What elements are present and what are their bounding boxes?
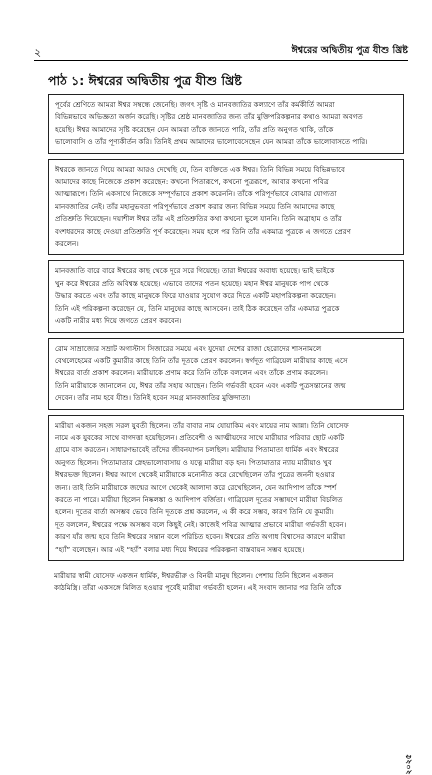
text-line: করলেন। <box>55 239 79 249</box>
text-line: দেবেন। তাঁর নাম হবে যীশু। তিনিই হবেন সমগ্র মানবজাতির মুক্তিদাতা। <box>55 393 251 403</box>
text-line: জন্য। তাই তিনি মারীয়াকে জন্মের আগে থেকেই আলাদা করে রেখেছিলেন, যেন আদিপাপ তাঁকে স্পর্শ <box>55 482 337 492</box>
text-line: পূর্বের শ্রেণিতে আমরা ঈশ্বর সম্বন্ধে জেনেছি। জগৎ সৃষ্টি ও মানবজাতির কল্যাণে তাঁর কর্মকীর্তি আমরা <box>55 100 335 109</box>
body-text <box>48 94 404 604</box>
text-line: আত্মারূপে। তিনি একসাথে নিজেকে সম্পূর্ণভাবে প্রকাশ করেননি। তাঁকে পরিপূর্ণভাবে বোঝার যোগ্যতা <box>55 189 337 199</box>
text-line: গ্রামে বাস করতেন। সাধারণভাবেই তাঁদের জীবনযাপন চলছিল। মারীয়ার পিতামাতা ধার্মিক এবং ঈশ্বরের <box>55 445 339 455</box>
text-line: “হ্যাঁ” বলেছেন। আর এই “হ্যাঁ” বলার মধ্য দিয়ে ঈশ্বরের পরিকল্পনা বাস্তবায়ন সম্ভব হয়েছে। <box>55 544 305 554</box>
text-line: রোম সাম্রাজ্যের সম্রাট অগাস্টাস সিজারের সময়ে এবং যুদেয়া দেশের রাজা হেরোদের শাসনামলে <box>55 343 322 353</box>
chapter-title: পাঠ ১: ঈশ্বরের অদ্বিতীয় পুত্র যীশু খ্রিষ্ট <box>48 73 242 88</box>
side-footer <box>404 714 416 775</box>
text-line: কারণ যাঁর জন্ম হবে তিনি ঈশ্বরের সন্তান বলে পরিচিত হবেন। ঈশ্বরের প্রতি অগাধ বিশ্বাসের কারণে মারীয়া <box>55 532 346 542</box>
paragraph <box>48 338 404 410</box>
text-line: অনুগত ছিলেন। পিতামাতার স্নেহভালোবাসায় ও যত্নে মারীয়া বড় হন। পিতামাতার ন্যায় মারীয়াও খুব <box>55 457 332 467</box>
text-line: বেথলেহেমের একটি কুমারীর কাছে তিনি তাঁর দূতকে প্রেরণ করলেন। স্বর্গদূত গাব্রিয়েল মারীয়ার কাছে এসে <box>55 355 348 365</box>
text-line: ঈশ্বরভক্ত ছিলেন। ঈশ্বর আগে থেকেই মারীয়াকে মনোনীত করে রেখেছিলেন তাঁর পুত্রের জননী হওয়ার <box>55 470 335 480</box>
text-line: নামে এক যুবকের সাথে বাগদত্তা হয়েছিলেন। প্রতিবেশী ও আত্মীয়দের সাথে মারীয়ার পরিবার ছোট একটি <box>55 432 345 442</box>
text-line: করতে না পারে। মারীয়া ছিলেন নিষ্কলঙ্কা ও আদিপাপ বর্জিতা। গাব্রিয়েল দূতের সম্ভাষণে মারীয়া বিচলিত <box>55 494 343 504</box>
text-line: মানবজাতির নেই। তাঁর মহানুভবতা পরিপূর্ণভাবে প্রকাশ করার জন্য বিভিন্ন সময়ে তিনি আমাদের কাছে <box>55 201 335 211</box>
paragraph <box>48 260 404 332</box>
text-line: তিনি এই পরিকল্পনা করেছেন যে, তিনি মানুষের কাছে আসবেন। তাই ঠিক করেছেন তাঁর একমাত্র পুত্রকে <box>55 303 340 313</box>
text-line: একটি নারীর মধ্য দিয়ে জগতে প্রেরণ করবেন। <box>55 316 182 326</box>
text-line: ঈশ্বরকে জানতে গিয়ে আমরা আরও দেখেছি যে, তিন ব্যক্তিতে এক ঈশ্বর। তিনি বিভিন্ন সময়ে বিভিন্নভাবে <box>55 164 345 174</box>
paragraph <box>48 415 404 561</box>
text-line: উদ্ধার করতে এবং তাঁর কাছে মানুষকে ফিরে যাওয়ার সুযোগ করে দিতে একটি মহাপরিকল্পনা করেছেন। <box>55 291 336 301</box>
page-number: ২ <box>34 46 42 59</box>
paragraph <box>48 159 404 256</box>
text-line: মারীয়ার স্বামী যোসেফ একজন ধার্মিক, ঈশ্বরভীরু ও বিনয়ী মানুষ ছিলেন। পেশায় তিনি ছিলেন একজন <box>54 571 334 580</box>
text-line: বংশধরদের কাছে দেওয়া প্রতিশ্রুতি পূর্ণ করেছেন। সময় হলে পর তিনি তাঁর একমাত্র পুত্রকে এ জগতে প্রেরণ <box>55 226 351 236</box>
text-line: হয়েছি। ঈশ্বর আমাদের সৃষ্টি করেছেন যেন আমরা তাঁকে জানতে পারি, তাঁর প্রতি অনুগত থাকি, তাঁকে <box>55 124 334 134</box>
text-line: ঈশ্বরের বার্তা প্রকাশ করলেন। মারীয়াকে প্রণাম করে তিনি তাঁকে বললেন এবং তাঁকে প্রণাম করলেন। <box>55 368 328 378</box>
text-line: খুন করে ঈশ্বরের প্রতি অবিশ্বস্ত হয়েছে। এভাবে তাদের পতন হয়েছে। মহান ঈশ্বর মানুষকে পাপ থেকে <box>55 278 329 288</box>
running-title: ঈশ্বরের অদ্বিতীয় পুত্র যীশু খ্রিষ্ট <box>291 45 408 56</box>
text-line: মারীয়া একজন সহজ সরল যুবতী ছিলেন। তাঁর বাবার নাম যোয়াকিম এবং মায়ের নাম আন্না। তিনি যোসেফ <box>55 420 349 430</box>
paragraph <box>48 566 404 599</box>
text-line: প্রতিশ্রুতি দিয়েছেন। দয়াশীল ঈশ্বর তাঁর এই প্রতিশ্রুতির কথা কখনো ভুলে যাননি। তিনি অব্রাহাম ও তাঁর <box>55 214 342 224</box>
paragraph <box>48 94 404 154</box>
side-footer-text: ২০২৫ <box>404 754 413 775</box>
text-line: কাঠমিস্ত্রি। তাঁরা একসঙ্গে মিলিত হওয়ার পূর্বেই মারীয়া গর্ভবতী হলেন। এই সংবাদ জানার পর তিনি তাঁকে <box>54 583 342 593</box>
text-line: হলেন। দূতের বার্তা অসম্ভব ভেবে তিনি দূতকে প্রশ্ন করলেন, এ কী করে সম্ভব, কারণ তিনি যে কুমারী। <box>55 507 334 517</box>
text-line: বিভিন্নভাবে অভিজ্ঞতা অর্জন করেছি। সৃষ্টির শ্রেষ্ঠ মানবজাতির জন্য তাঁর মুক্তিপরিকল্পনার কথাও আমরা অবগত <box>55 112 363 122</box>
text-line: তিনি মারীয়াকে জানালেন যে, ঈশ্বর তাঁর সহায় আছেন। তিনি গর্ভবতী হবেন এবং একটি পুত্রসন্তানের জন্ম <box>55 380 346 390</box>
text-line: মানবজাতি বারে বারে ঈশ্বরের কাছ থেকে দূরে সরে গিয়েছে। তারা ঈশ্বরের অবাধ্য হয়েছে। ভাই ভাইকে <box>55 266 335 276</box>
text-line: আমাদের কাছে নিজেকে প্রকাশ করেছেন: কখনো পিতারূপে, কখনো পুত্ররূপে, আবার কখনো পবিত্র <box>55 177 329 187</box>
page-header <box>34 44 408 61</box>
text-line: ভালোবাসি ও তাঁর পূণ্যকীর্তন করি। তিনিই প্রথম আমাদের ভালোবেসেছেন যেন আমরা তাঁকে ভালোবাসতে পারি। <box>55 137 368 147</box>
text-line: দূত বললেন, ঈশ্বরের পক্ষে অসম্ভব বলে কিছুই নেই। কাজেই পবিত্র আত্মার প্রভাবে মারীয়া গর্ভবতী হবেন। <box>55 519 347 529</box>
